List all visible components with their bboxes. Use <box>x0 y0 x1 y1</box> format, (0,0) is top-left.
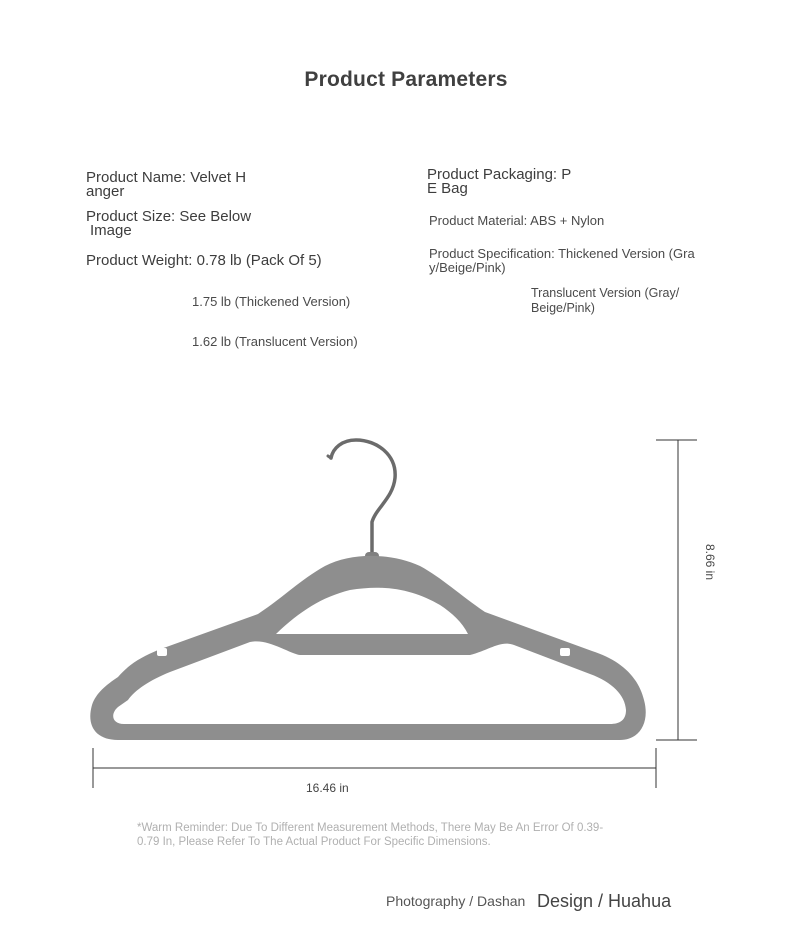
design-credit: Design / Huahua <box>537 891 672 911</box>
hanger-nub-left <box>157 648 167 656</box>
warm-reminder-line2: 0.79 In, Please Refer To The Actual Product For Specific Dimensions. <box>137 836 491 848</box>
product-name-line2: anger <box>86 183 125 200</box>
weight-thickened: 1.75 lb (Thickened Version) <box>192 294 351 309</box>
warm-reminder-line1: *Warm Reminder: Due To Different Measurement Methods, There May Be An Error Of 0.39- <box>137 822 604 834</box>
hanger-hook-tip <box>328 456 331 458</box>
height-dim-label: 8.66 in <box>703 543 717 581</box>
product-size-line1: Product Size: See Below <box>86 208 252 225</box>
warm-reminder <box>137 821 657 849</box>
translucent-line2: Beige/Pink) <box>531 301 595 315</box>
hanger-body <box>90 556 645 740</box>
page-title: Product Parameters <box>304 68 508 91</box>
width-dim-label: 16.46 in <box>306 781 349 795</box>
hanger-nub-right <box>560 648 570 656</box>
photography-credit: Photography / Dashan <box>386 893 526 909</box>
product-size-line2: Image <box>90 222 132 239</box>
product-specification-line1: Product Specification: Thickened Version (Gra <box>429 246 695 261</box>
product-packaging-line1: Product Packaging: P <box>427 166 572 183</box>
product-weight: Product Weight: 0.78 lb (Pack Of 5) <box>86 252 322 269</box>
weight-translucent: 1.62 lb (Translucent Version) <box>192 334 358 349</box>
product-name-line1: Product Name: Velvet H <box>86 169 247 186</box>
product-packaging-line2: E Bag <box>427 180 468 197</box>
hanger-hook <box>331 440 395 556</box>
product-specification-line2: y/Beige/Pink) <box>429 260 506 275</box>
translucent-line1: Translucent Version (Gray/ <box>531 286 680 300</box>
product-material: Product Material: ABS + Nylon <box>429 213 605 228</box>
